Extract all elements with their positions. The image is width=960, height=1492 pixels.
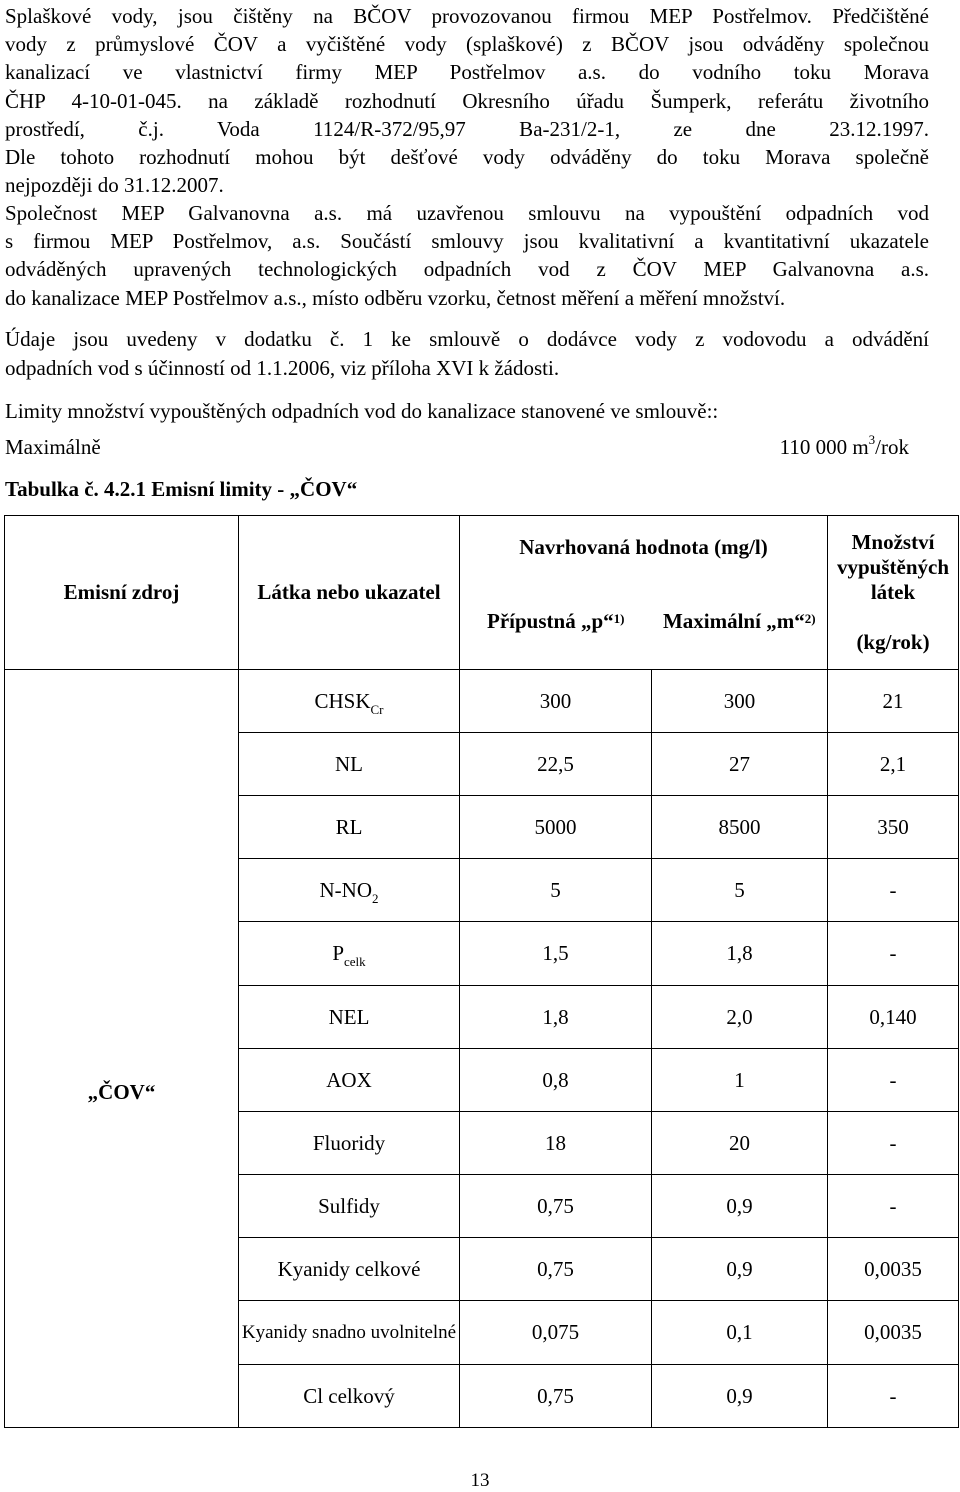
permissible-cell: 1,5	[460, 922, 652, 986]
maximum-cell: 0,9	[652, 1238, 828, 1301]
paragraph-wastewater	[5, 2, 929, 199]
maximum-cell: 5	[652, 859, 828, 922]
amount-cell: -	[828, 922, 959, 986]
text-line: vody z průmyslové ČOV a vyčištěné vody (splaškové) z BČOV jsou odváděny společnou	[5, 32, 929, 57]
header-proposed-value: Navrhovaná hodnota (mg/l)	[460, 516, 828, 580]
text-line: odváděných upravených technologických odpadních vod z ČOV MEP Galvanovna a.s.	[5, 257, 929, 282]
header-permissible: Přípustná „p“$^{1)}$	[460, 580, 652, 670]
maximum-label: Maximálně	[5, 435, 101, 459]
amount-cell: -	[828, 1365, 959, 1428]
text-line: Dle tohoto rozhodnutí mohou být dešťové vody odváděny do toku Morava společně	[5, 145, 929, 170]
substance-cell: Fluoridy	[239, 1112, 460, 1175]
text-line: ČHP 4-10-01-045. na základě rozhodnutí Okresního úřadu Šumperk, referátu životního	[5, 88, 929, 113]
amount-cell: 21	[828, 670, 959, 733]
substance-cell: Kyanidy celkové	[239, 1238, 460, 1301]
maximum-cell: 1	[652, 1049, 828, 1112]
substance-cell: RL	[239, 796, 460, 859]
text-line: Údaje jsou uvedeny v dodatku č. 1 ke smlouvě o dodávce vody z vodovodu a odvádění	[5, 327, 929, 351]
text-line: nejpozději do 31.12.2007.	[5, 173, 224, 198]
paragraph-contract	[5, 199, 929, 312]
maximum-cell: 1,8	[652, 922, 828, 986]
maximum-cell: 20	[652, 1112, 828, 1175]
amount-cell: -	[828, 1049, 959, 1112]
permissible-cell: 0,8	[460, 1049, 652, 1112]
text-line: kanalizací ve vlastnictví firmy MEP Postřelmov a.s. do vodního toku Morava	[5, 60, 929, 85]
text-line: Splaškové vody, jsou čištěny na BČOV provozovanou firmou MEP Postřelmov. Předčištěné	[5, 4, 929, 28]
permissible-cell: 0,75	[460, 1175, 652, 1238]
maximum-cell: 27	[652, 733, 828, 796]
paragraph-limits: Limity množství vypouštěných odpadních vod do kanalizace stanovené ve smlouvě::	[5, 399, 719, 423]
amount-cell: -	[828, 859, 959, 922]
amount-cell: -	[828, 1175, 959, 1238]
amount-cell: 0,0035	[828, 1301, 959, 1365]
amount-cell: 0,140	[828, 986, 959, 1049]
substance-cell: Kyanidy snadno uvolnitelné	[239, 1301, 460, 1365]
maximum-cell: 300	[652, 670, 828, 733]
header-maximum: Maximální „m“$^{2)}$	[652, 580, 828, 670]
maximum-cell: 0,9	[652, 1365, 828, 1428]
paragraph-amendment	[5, 325, 929, 382]
permissible-cell: 5	[460, 859, 652, 922]
text-line: do kanalizace MEP Postřelmov a.s., místo odběru vzorku, četnost měření a měření množství.	[5, 285, 786, 310]
permissible-cell: 0,75	[460, 1238, 652, 1301]
emission-source-cell: „ČOV“	[5, 670, 239, 1428]
header-amount: Množství vypuštěných látek (kg/rok)	[828, 516, 959, 670]
text-line: prostředí, č.j. Voda 1124/R-372/95,97 Ba-231/2-1, ze dne 23.12.1997.	[5, 116, 929, 141]
table-title: Tabulka č. 4.2.1 Emisní limity - „ČOV“	[5, 477, 358, 501]
maximum-value: 110 000 $m^3$/rok	[779, 432, 909, 459]
maximum-row	[5, 432, 909, 463]
text-line: Společnost MEP Galvanovna a.s. má uzavřenou smlouvu na vypouštění odpadních vod	[5, 201, 929, 225]
emission-limits-table	[4, 515, 959, 1428]
maximum-cell: 0,1	[652, 1301, 828, 1365]
substance-cell: NL	[239, 733, 460, 796]
header-substance: Látka nebo ukazatel	[239, 516, 460, 670]
maximum-cell: 8500	[652, 796, 828, 859]
permissible-cell: 0,075	[460, 1301, 652, 1365]
permissible-cell: 300	[460, 670, 652, 733]
maximum-cell: 0,9	[652, 1175, 828, 1238]
substance-cell: $CHSK_{Cr}$	[239, 670, 460, 733]
header-emission-source: Emisní zdroj	[5, 516, 239, 670]
permissible-cell: 22,5	[460, 733, 652, 796]
permissible-cell: 0,75	[460, 1365, 652, 1428]
page-number: 13	[470, 1470, 490, 1491]
substance-cell: $N-NO_2$	[239, 859, 460, 922]
permissible-cell: 1,8	[460, 986, 652, 1049]
table-row	[5, 670, 959, 733]
amount-cell: 2,1	[828, 733, 959, 796]
amount-cell: -	[828, 1112, 959, 1175]
text-line: odpadních vod s účinností od 1.1.2006, viz příloha XVI k žádosti.	[5, 355, 560, 380]
substance-cell: NEL	[239, 986, 460, 1049]
amount-cell: 0,0035	[828, 1238, 959, 1301]
permissible-cell: 18	[460, 1112, 652, 1175]
substance-cell: $P_{celk}$	[239, 922, 460, 986]
amount-cell: 350	[828, 796, 959, 859]
substance-cell: Sulfidy	[239, 1175, 460, 1238]
substance-cell: Cl celkový	[239, 1365, 460, 1428]
maximum-cell: 2,0	[652, 986, 828, 1049]
permissible-cell: 5000	[460, 796, 652, 859]
substance-cell: AOX	[239, 1049, 460, 1112]
text-line: s firmou MEP Postřelmov, a.s. Součástí smlouvy jsou kvalitativní a kvantitativní ukazatele	[5, 229, 929, 254]
table-body	[5, 670, 959, 1428]
